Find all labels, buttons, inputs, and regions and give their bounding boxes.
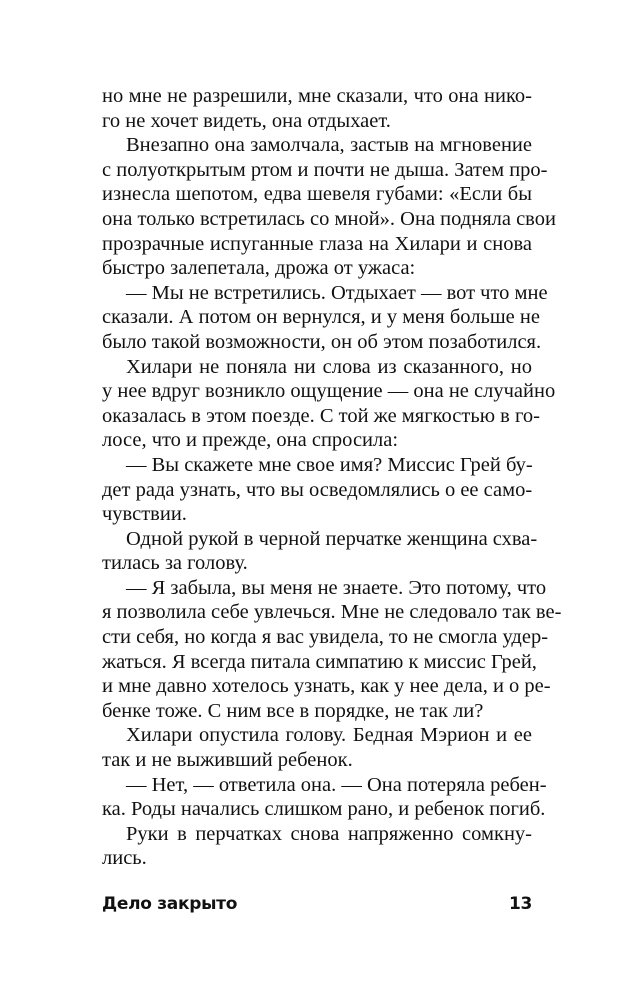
text-line: сказали. А потом он вернулся, и у меня больше не [102, 306, 540, 329]
text-line: — Нет, — ответила она. — Она потеряла ребен- [126, 773, 547, 796]
text-line: дет рада узнать, что вы осведомлялись о ее само- [102, 478, 533, 501]
text-line: прозрачные испуганные глаза на Хилари и снова [102, 232, 532, 255]
page-number: 13 [508, 894, 532, 914]
body-text [102, 84, 562, 871]
text-line: лосе, что и прежде, она спросила: [102, 429, 399, 452]
text-line: но мне не разрешили, мне сказали, что она нико- [102, 85, 532, 107]
text-line: — Вы скажете мне свое имя? Миссис Грей бу- [126, 453, 533, 476]
text-line: бенке тоже. С ним все в порядке, не так ли? [102, 699, 484, 722]
text-line: Хилари опустила голову. Бедная Мэрион и ее [126, 724, 532, 747]
text-line: ка. Роды начались слишком рано, и ребенок погиб. [102, 798, 546, 821]
text-line: оказалась в этом поезде. С той же мягкостью в го- [102, 404, 540, 427]
text-line: было такой возможности, он об этом позаботился. [102, 330, 542, 353]
text-line: чувствии. [102, 503, 187, 526]
text-line: и мне давно хотелось узнать, как у нее дела, и о ре- [102, 675, 551, 698]
text-line: — Мы не встретились. Отдыхает — вот что мне [126, 281, 548, 304]
text-line: она только встретилась со мной». Она подняла свои [102, 207, 556, 230]
text-line: так и не выживший ребенок. [102, 749, 353, 772]
text-line: го не хочет видеть, она отдыхает. [102, 109, 391, 132]
running-footer [102, 890, 532, 918]
text-line: жаться. Я всегда питала симпатию к миссис Грей, [102, 650, 537, 673]
text-line: тилась за голову. [102, 552, 248, 575]
text-line: сти себя, но когда я вас увидела, то не смогла удер- [102, 626, 549, 649]
text-line: Внезапно она замолчала, застыв на мгновение [126, 134, 532, 157]
text-line: изнесла шепотом, едва шевеля губами: «Если бы [102, 183, 532, 206]
text-line: — Я забыла, вы меня не знаете. Это потому, что [126, 576, 547, 599]
text-line: Хилари не поняла ни слова из сказанного, но [126, 355, 532, 378]
text-line: с полуоткрытым ртом и почти не дыша. Затем про- [102, 158, 548, 181]
text-line: Руки в перчатках снова напряженно сомкну- [126, 822, 532, 845]
text-line: лись. [102, 847, 147, 870]
book-title: Дело закрыто [102, 894, 238, 914]
text-line: Одной рукой в черной перчатке женщина схва- [126, 527, 538, 550]
text-line: быстро залепетала, дрожа от ужаса: [102, 257, 416, 280]
text-line: у нее вдруг возникло ощущение — она не случайно [102, 380, 556, 403]
text-line: я позволила себе увлечься. Мне не следовало так ве- [102, 601, 562, 624]
